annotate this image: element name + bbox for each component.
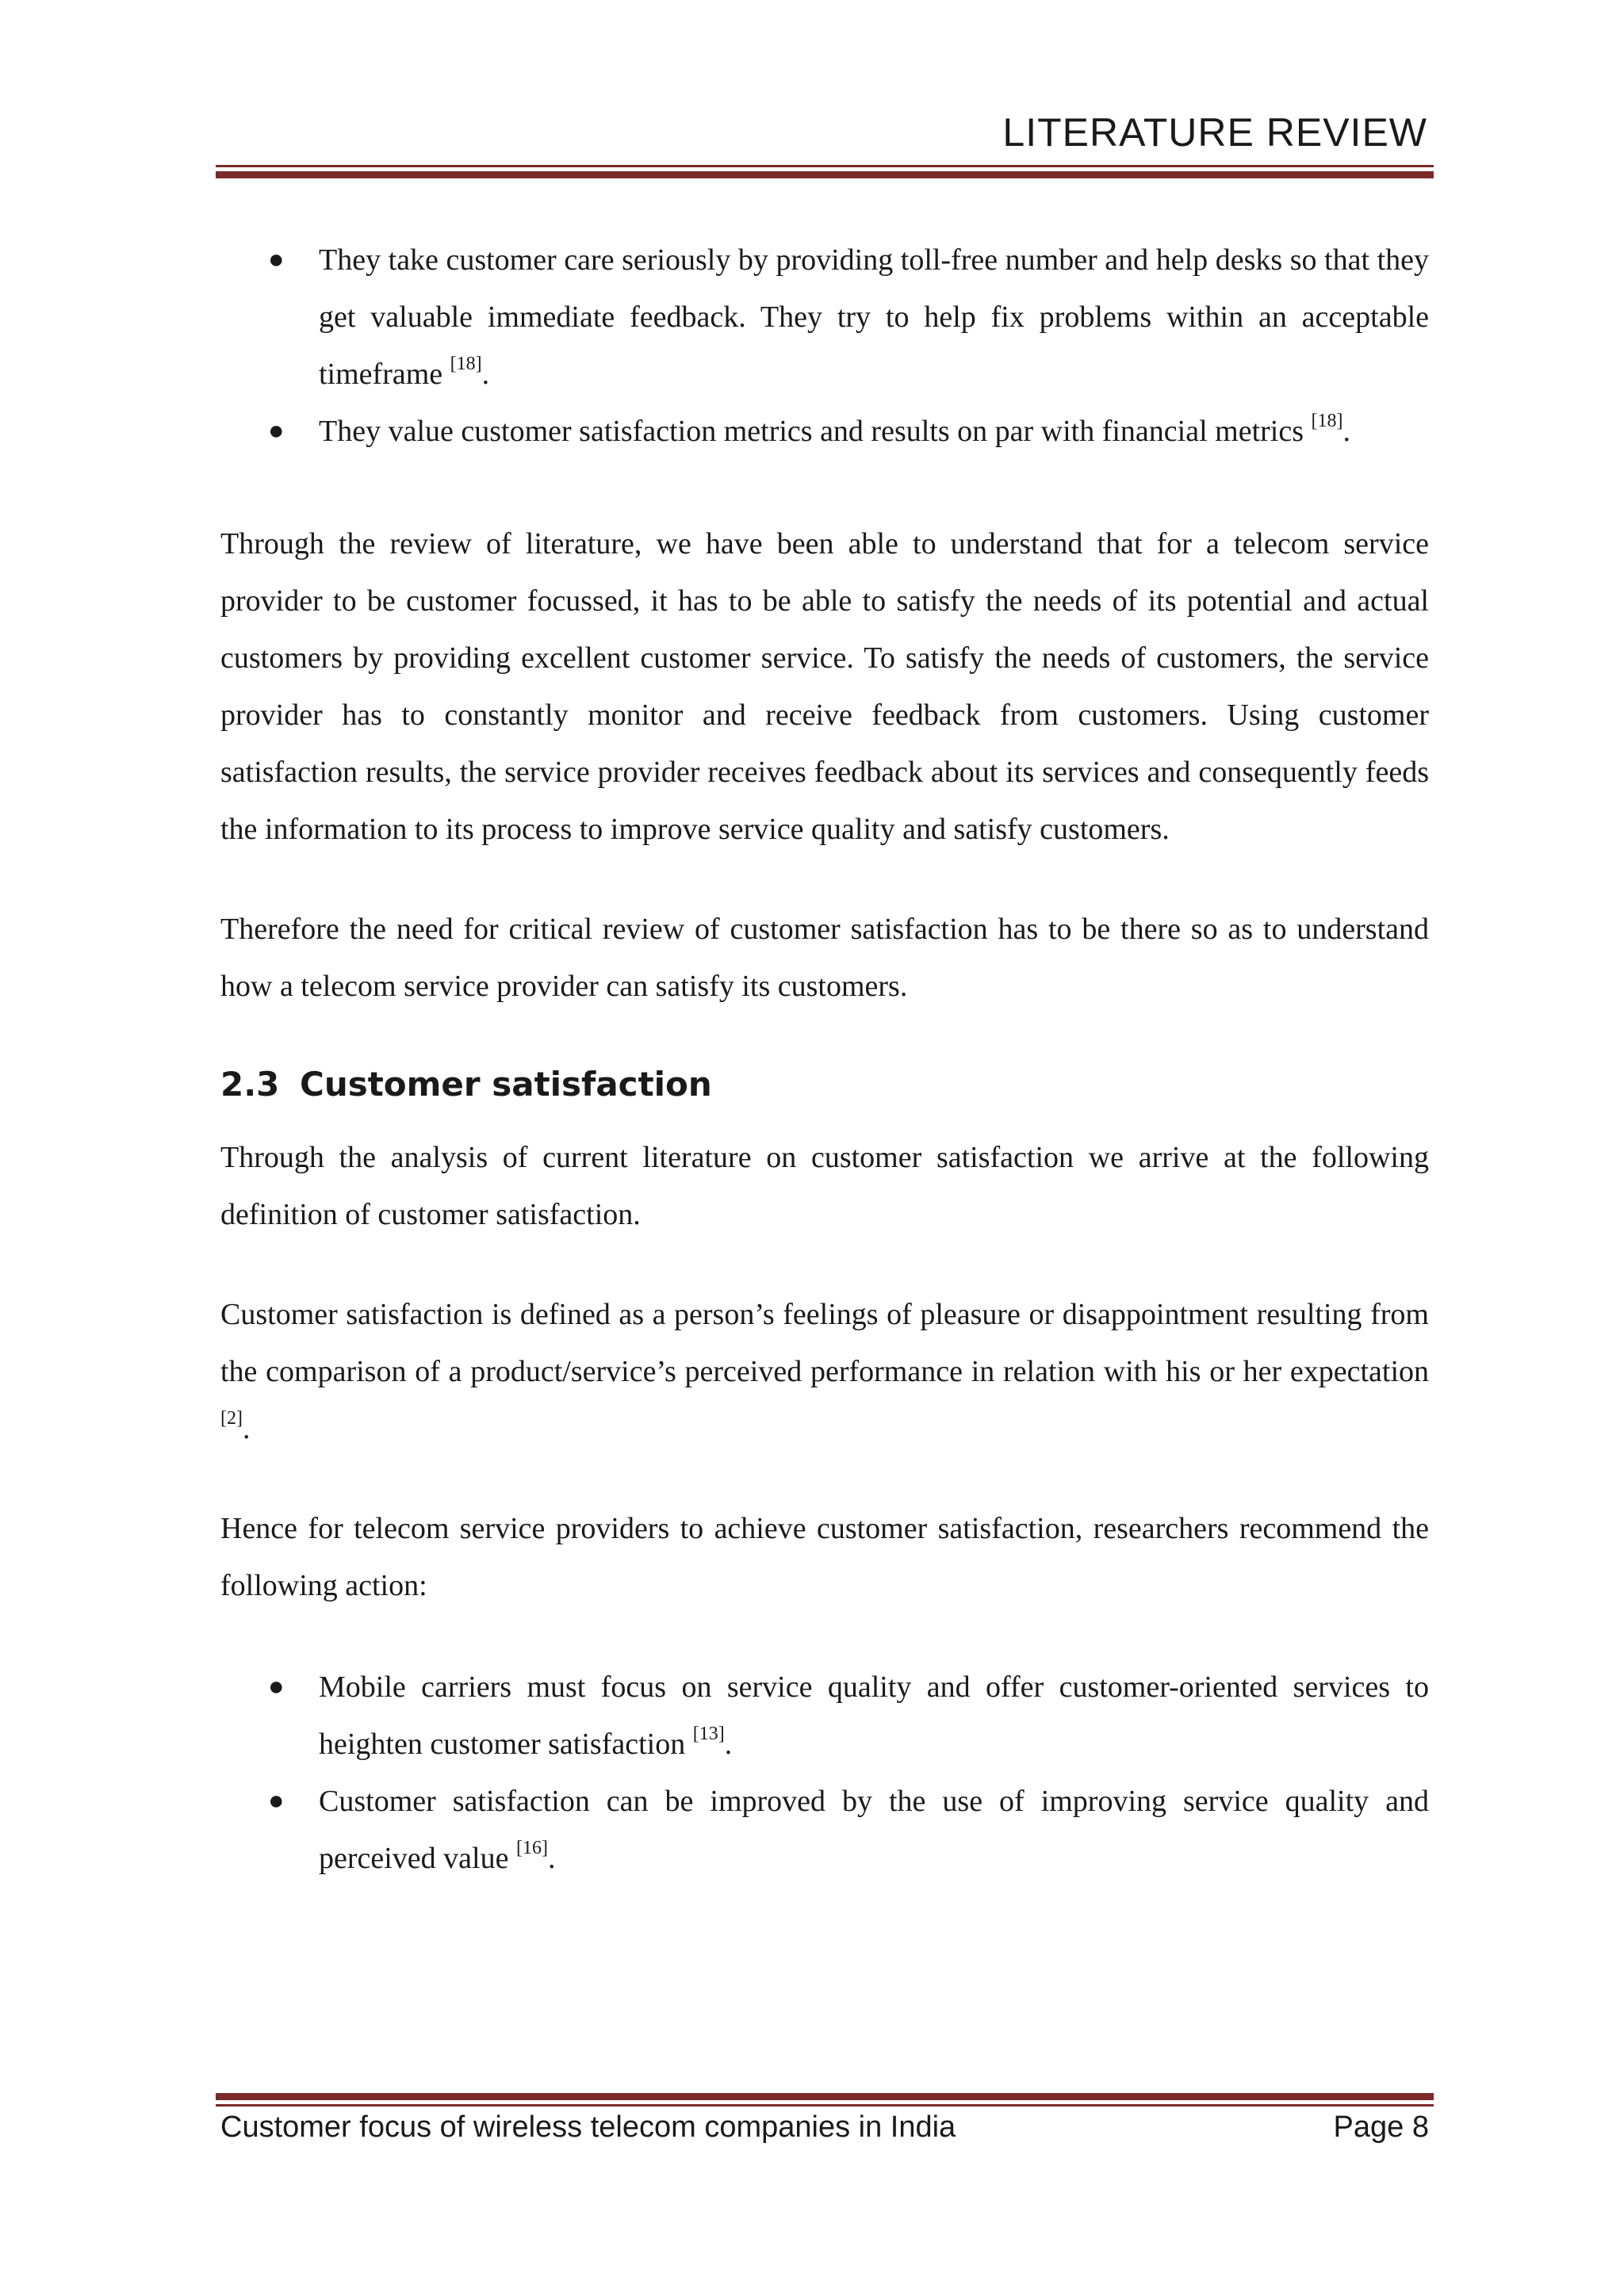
paragraph: Through the review of literature, we have been able to understand that for a telecom service provider to be customer focussed, it has to be able to satisfy the needs of its potential and actual customers by providing excellent customer service. To satisfy the needs of customers, the service provider has to constantly monitor and receive feedback from customers. Using customer satisfaction results, the service provider receives feedback about its services and consequently feeds the information to its process to improve service quality and satisfy customers.: [220, 527, 1429, 846]
list-item: ● Mobile carriers must focus on service quality and offer customer-oriented services to heighten customer satisfaction [13].: [220, 1659, 1429, 1773]
section-number: 2.3: [220, 1065, 280, 1104]
citation: [13]: [692, 1724, 725, 1745]
bullet-icon: ●: [268, 245, 285, 274]
header-rule: [216, 165, 1434, 178]
citation: [2]: [220, 1408, 243, 1429]
citation: [18]: [450, 354, 482, 375]
footer-rule-thick: [216, 2093, 1434, 2100]
list-item: ● They value customer satisfaction metrics and results on par with financial metrics [18].: [220, 403, 1429, 460]
section-title: Customer satisfaction: [300, 1065, 712, 1104]
bullet-icon: ●: [268, 1672, 285, 1701]
footer-rule-thin: [216, 2104, 1434, 2107]
bullet-list-top: [220, 232, 1429, 460]
footer-page-number: Page 8: [1333, 2110, 1429, 2144]
section-heading: [220, 1061, 1429, 1108]
footer-document-title: Customer focus of wireless telecom companies in India: [220, 2110, 956, 2144]
list-item: ● Customer satisfaction can be improved by the use of improving service quality and perceived value [16].: [220, 1773, 1429, 1887]
paragraph: Customer satisfaction is defined as a person’s feelings of pleasure or disappointment resulting from the comparison of a product/service’s perceived performance in relation with his or her expectation [2].: [220, 1298, 1429, 1445]
list-item: ● They take customer care seriously by providing toll-free number and help desks so that they get valuable immediate feedback. They try to help fix problems within an acceptable timeframe [18].: [220, 232, 1429, 403]
bullet-icon: ●: [268, 1786, 285, 1816]
citation: [16]: [515, 1838, 548, 1859]
paragraph: Therefore the need for critical review of customer satisfaction has to be there so as to understand how a telecom service provider can satisfy its customers.: [220, 913, 1429, 1003]
paragraph: Hence for telecom service providers to achieve customer satisfaction, researchers recommend the following action:: [220, 1512, 1429, 1602]
header-rule-thick: [216, 171, 1434, 178]
bullet-icon: ●: [268, 416, 285, 446]
bullet-list-bottom: [220, 1659, 1429, 1887]
page-body: [220, 232, 1429, 1887]
citation: [18]: [1311, 411, 1343, 432]
running-header-title: LITERATURE REVIEW: [1002, 110, 1427, 155]
paragraph: Through the analysis of current literature on customer satisfaction we arrive at the following definition of customer satisfaction.: [220, 1141, 1429, 1231]
footer-rule: [216, 2093, 1434, 2107]
